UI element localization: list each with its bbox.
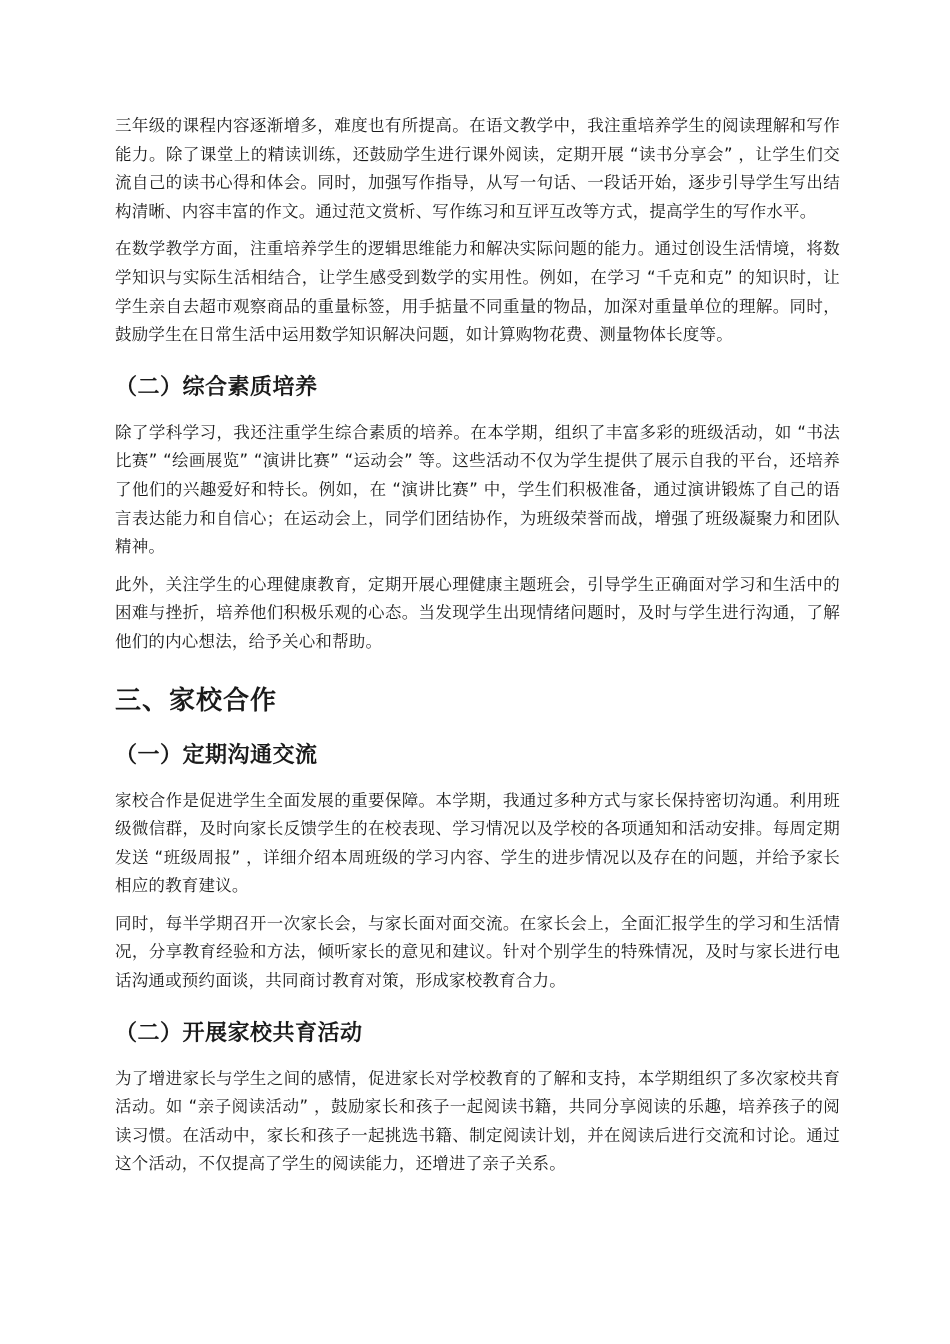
- paragraph-mental-health: 此外，关注学生的心理健康教育，定期开展心理健康主题班会，引导学生正确面对学习和生活中的困难与挫折，培养他们积极乐观的心态。当发现学生出现情绪问题时，及时与学生进行沟通，了解他们的内心想法，给予关心和帮助。: [115, 574, 840, 651]
- heading-comprehensive-quality: （二）综合素质培养: [115, 374, 318, 400]
- paragraph-chinese-teaching: 三年级的课程内容逐渐增多，难度也有所提高。在语文教学中，我注重培养学生的阅读理解和写作能力。除了课堂上的精读训练，还鼓励学生进行课外阅读，定期开展 “读书分享会” ，让学生们交流自己的读书心得和体会。同时，加强写作指导，从写一句话、一段话开始，逐步引导学生写出结构清晰、内容丰富的作文。通过范文赏析、写作练习和互评互改等方式，提高学生的写作水平。: [115, 116, 840, 221]
- heading-regular-communication: （一）定期沟通交流: [115, 742, 318, 768]
- paragraph-parent-child-reading: 为了增进家长与学生之间的感情，促进家长对学校教育的了解和支持，本学期组织了多次家校共育活动。如 “亲子阅读活动” ，鼓励家长和孩子一起阅读书籍，共同分享阅读的乐趣，培养孩子的阅读习惯。在活动中，家长和孩子一起挑选书籍、制定阅读计划，并在阅读后进行交流和讨论。通过这个活动，不仅提高了学生的阅读能力，还增进了亲子关系。: [115, 1068, 840, 1174]
- document-page: [115, 112, 840, 1188]
- heading-home-school-cooperation: 三、家校合作: [115, 685, 278, 716]
- paragraph-class-activities: 除了学科学习，我还注重学生综合素质的培养。在本学期，组织了丰富多彩的班级活动，如 “书法比赛” “绘画展览” “演讲比赛” “运动会” 等。这些活动不仅为学生提供了展示自我的平台，还培养了他们的兴趣爱好和特长。例如，在 “演讲比赛” 中，学生们积极准备，通过演讲锻炼了自己的语言表达能力和自信心；在运动会上，同学们团结协作，为班级荣誉而战，增强了班级凝聚力和团队精神。: [115, 422, 840, 557]
- paragraph-wechat-communication: 家校合作是促进学生全面发展的重要保障。本学期，我通过多种方式与家长保持密切沟通。利用班级微信群，及时向家长反馈学生的在校表现、学习情况以及学校的各项通知和活动安排。每周定期发送 “班级周报” ，详细介绍本周班级的学习内容、学生的进步情况以及存在的问题，并给予家长相应的教育建议。: [115, 790, 840, 896]
- paragraph-parent-meeting: 同时，每半学期召开一次家长会，与家长面对面交流。在家长会上，全面汇报学生的学习和生活情况，分享教育经验和方法，倾听家长的意见和建议。针对个别学生的特殊情况，及时与家长进行电话沟通或预约面谈，共同商讨教育对策，形成家校教育合力。: [115, 913, 840, 991]
- heading-co-education-activities: （二）开展家校共育活动: [115, 1020, 363, 1046]
- paragraph-math-teaching: 在数学教学方面，注重培养学生的逻辑思维能力和解决实际问题的能力。通过创设生活情境，将数学知识与实际生活相结合，让学生感受到数学的实用性。例如，在学习 “千克和克” 的知识时，让学生亲自去超市观察商品的重量标签，用手掂量不同重量的物品，加深对重量单位的理解。同时，鼓励学生在日常生活中运用数学知识解决问题，如计算购物花费、测量物体长度等。: [115, 239, 840, 345]
